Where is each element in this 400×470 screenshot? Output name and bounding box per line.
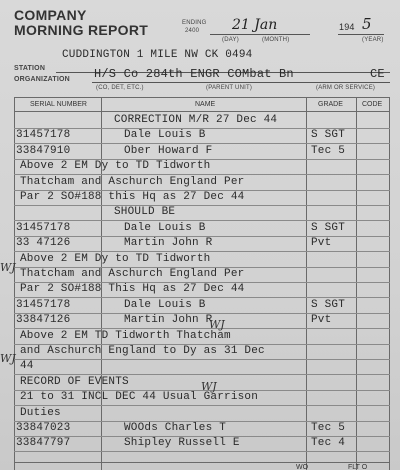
entry-name: Dale Louis B xyxy=(124,129,206,142)
org-sublabel-1: (CO, DET, ETC.) xyxy=(96,85,144,91)
entry-serial: 33 47126 xyxy=(16,237,71,250)
year-value: 5 xyxy=(362,15,372,33)
organization-value: H/S Co 284th ENGR COMbat Bn xyxy=(94,67,294,81)
initials-mark: WJ xyxy=(0,352,16,365)
organization-label: ORGANIZATION xyxy=(14,76,70,83)
entry-grade: S SGT xyxy=(311,221,346,234)
entry-name: WOOds Charles T xyxy=(124,422,227,434)
entry-name: Shipley Russell E xyxy=(124,437,240,450)
report-date: 21 Jan xyxy=(232,17,278,33)
entry-row xyxy=(14,360,390,373)
entry-row xyxy=(14,176,390,189)
initials-mark: WJ xyxy=(0,261,16,274)
station-value: CUDDINGTON 1 MILE NW CK 0494 xyxy=(62,49,253,61)
entry-row xyxy=(14,206,390,219)
entry-text: Above 2 EM Dy to TD Tidworth xyxy=(20,160,211,173)
footer-col-flt-o: FLT O xyxy=(348,464,368,470)
entry-row xyxy=(14,391,390,404)
entry-grade: Tec 4 xyxy=(311,437,346,450)
col-name: NAME xyxy=(195,101,216,108)
entry-name: SHOULD BE xyxy=(114,206,176,219)
form-title xyxy=(14,8,148,38)
ending-time: 2400 xyxy=(185,28,200,34)
organization-underline xyxy=(92,82,390,83)
title-line-2: MORNING REPORT xyxy=(14,22,149,38)
initials-mark: WJ xyxy=(201,380,217,393)
entry-text: Par 2 SO#188 This Hq as 27 Dec 44 xyxy=(20,283,245,296)
ending-label: ENDING xyxy=(182,20,207,26)
entry-text: Duties xyxy=(20,406,61,419)
footer-rule xyxy=(14,462,390,463)
title-line-1: COMPANY xyxy=(14,7,87,23)
table-top-rule xyxy=(14,97,390,98)
entry-row xyxy=(14,345,390,358)
entry-row xyxy=(14,268,390,281)
day-sublabel: (DAY) xyxy=(222,37,239,43)
table-header-rule xyxy=(14,111,390,112)
entry-name: Dale Louis B xyxy=(124,298,206,311)
entry-row xyxy=(14,253,390,266)
entry-text: RECORD OF EVENTS xyxy=(20,375,129,388)
entry-row xyxy=(14,299,390,312)
row-rule xyxy=(14,451,390,452)
entry-name: Dale Louis B xyxy=(124,221,206,234)
station-label: STATION xyxy=(14,65,46,72)
year-sublabel: (YEAR) xyxy=(362,37,384,43)
entry-name: CORRECTION M/R 27 Dec 44 xyxy=(114,114,278,126)
year-prefix: 194 xyxy=(339,22,355,32)
entry-name: Ober Howard F xyxy=(124,144,213,157)
entry-row xyxy=(14,407,390,420)
entry-text: Above 2 EM TD Tidworth Thatcham xyxy=(20,329,231,342)
entry-serial: 33847023 xyxy=(16,422,71,434)
date-underline xyxy=(210,34,310,35)
entry-grade: S SGT xyxy=(311,298,346,311)
entry-row xyxy=(14,222,390,235)
col-grade: GRADE xyxy=(318,101,343,108)
entry-row xyxy=(14,283,390,296)
entry-row xyxy=(14,160,390,173)
month-sublabel: (MONTH) xyxy=(262,37,290,43)
entry-text: Par 2 SO#188 this Hq as 27 Dec 44 xyxy=(20,191,245,203)
entry-row xyxy=(14,191,390,204)
entry-grade: Pvt xyxy=(311,237,332,250)
entry-text: Above 2 EM Dy to TD Tidworth xyxy=(20,252,211,265)
entry-name: Martin John R xyxy=(124,314,213,327)
entry-text: 44 xyxy=(20,360,34,373)
entry-row xyxy=(14,330,390,343)
entry-row xyxy=(14,129,390,142)
entry-row xyxy=(14,145,390,158)
entry-text: Thatcham and Aschurch England Per xyxy=(20,175,245,188)
entry-text: 21 to 31 INCL DEC 44 Usual Garrison xyxy=(20,391,259,404)
entry-serial: 33847910 xyxy=(16,144,71,157)
col-code: CODE xyxy=(362,101,383,108)
initials-mark: WJ xyxy=(209,318,225,331)
entry-name: Martin John R xyxy=(124,237,213,250)
entry-row xyxy=(14,237,390,250)
organization-service: CE xyxy=(370,67,385,81)
col-serial-number: SERIAL NUMBER xyxy=(30,101,87,108)
footer-col-wo: WO xyxy=(296,464,309,470)
entry-grade: S SGT xyxy=(311,129,346,142)
org-sublabel-2: (PARENT UNIT) xyxy=(206,85,253,91)
entry-serial: 31457178 xyxy=(16,129,71,142)
entry-row xyxy=(14,437,390,450)
entry-serial: 31457178 xyxy=(16,298,71,311)
entry-serial: 33847797 xyxy=(16,437,71,450)
entry-grade: Tec 5 xyxy=(311,144,346,157)
entry-serial: 33847126 xyxy=(16,314,71,327)
entry-serial: 31457178 xyxy=(16,221,71,234)
org-sublabel-3: (ARM OR SERVICE) xyxy=(316,85,376,91)
entry-grade: Pvt xyxy=(311,314,332,327)
entry-grade: Tec 5 xyxy=(311,422,346,434)
entry-row xyxy=(14,422,390,435)
entry-text: and Aschurch England to Dy as 31 Dec xyxy=(20,345,265,357)
entry-row xyxy=(14,314,390,327)
year-underline xyxy=(338,34,384,35)
entry-text: Thatcham and Aschurch England Per xyxy=(20,268,245,280)
entry-row xyxy=(14,114,390,127)
